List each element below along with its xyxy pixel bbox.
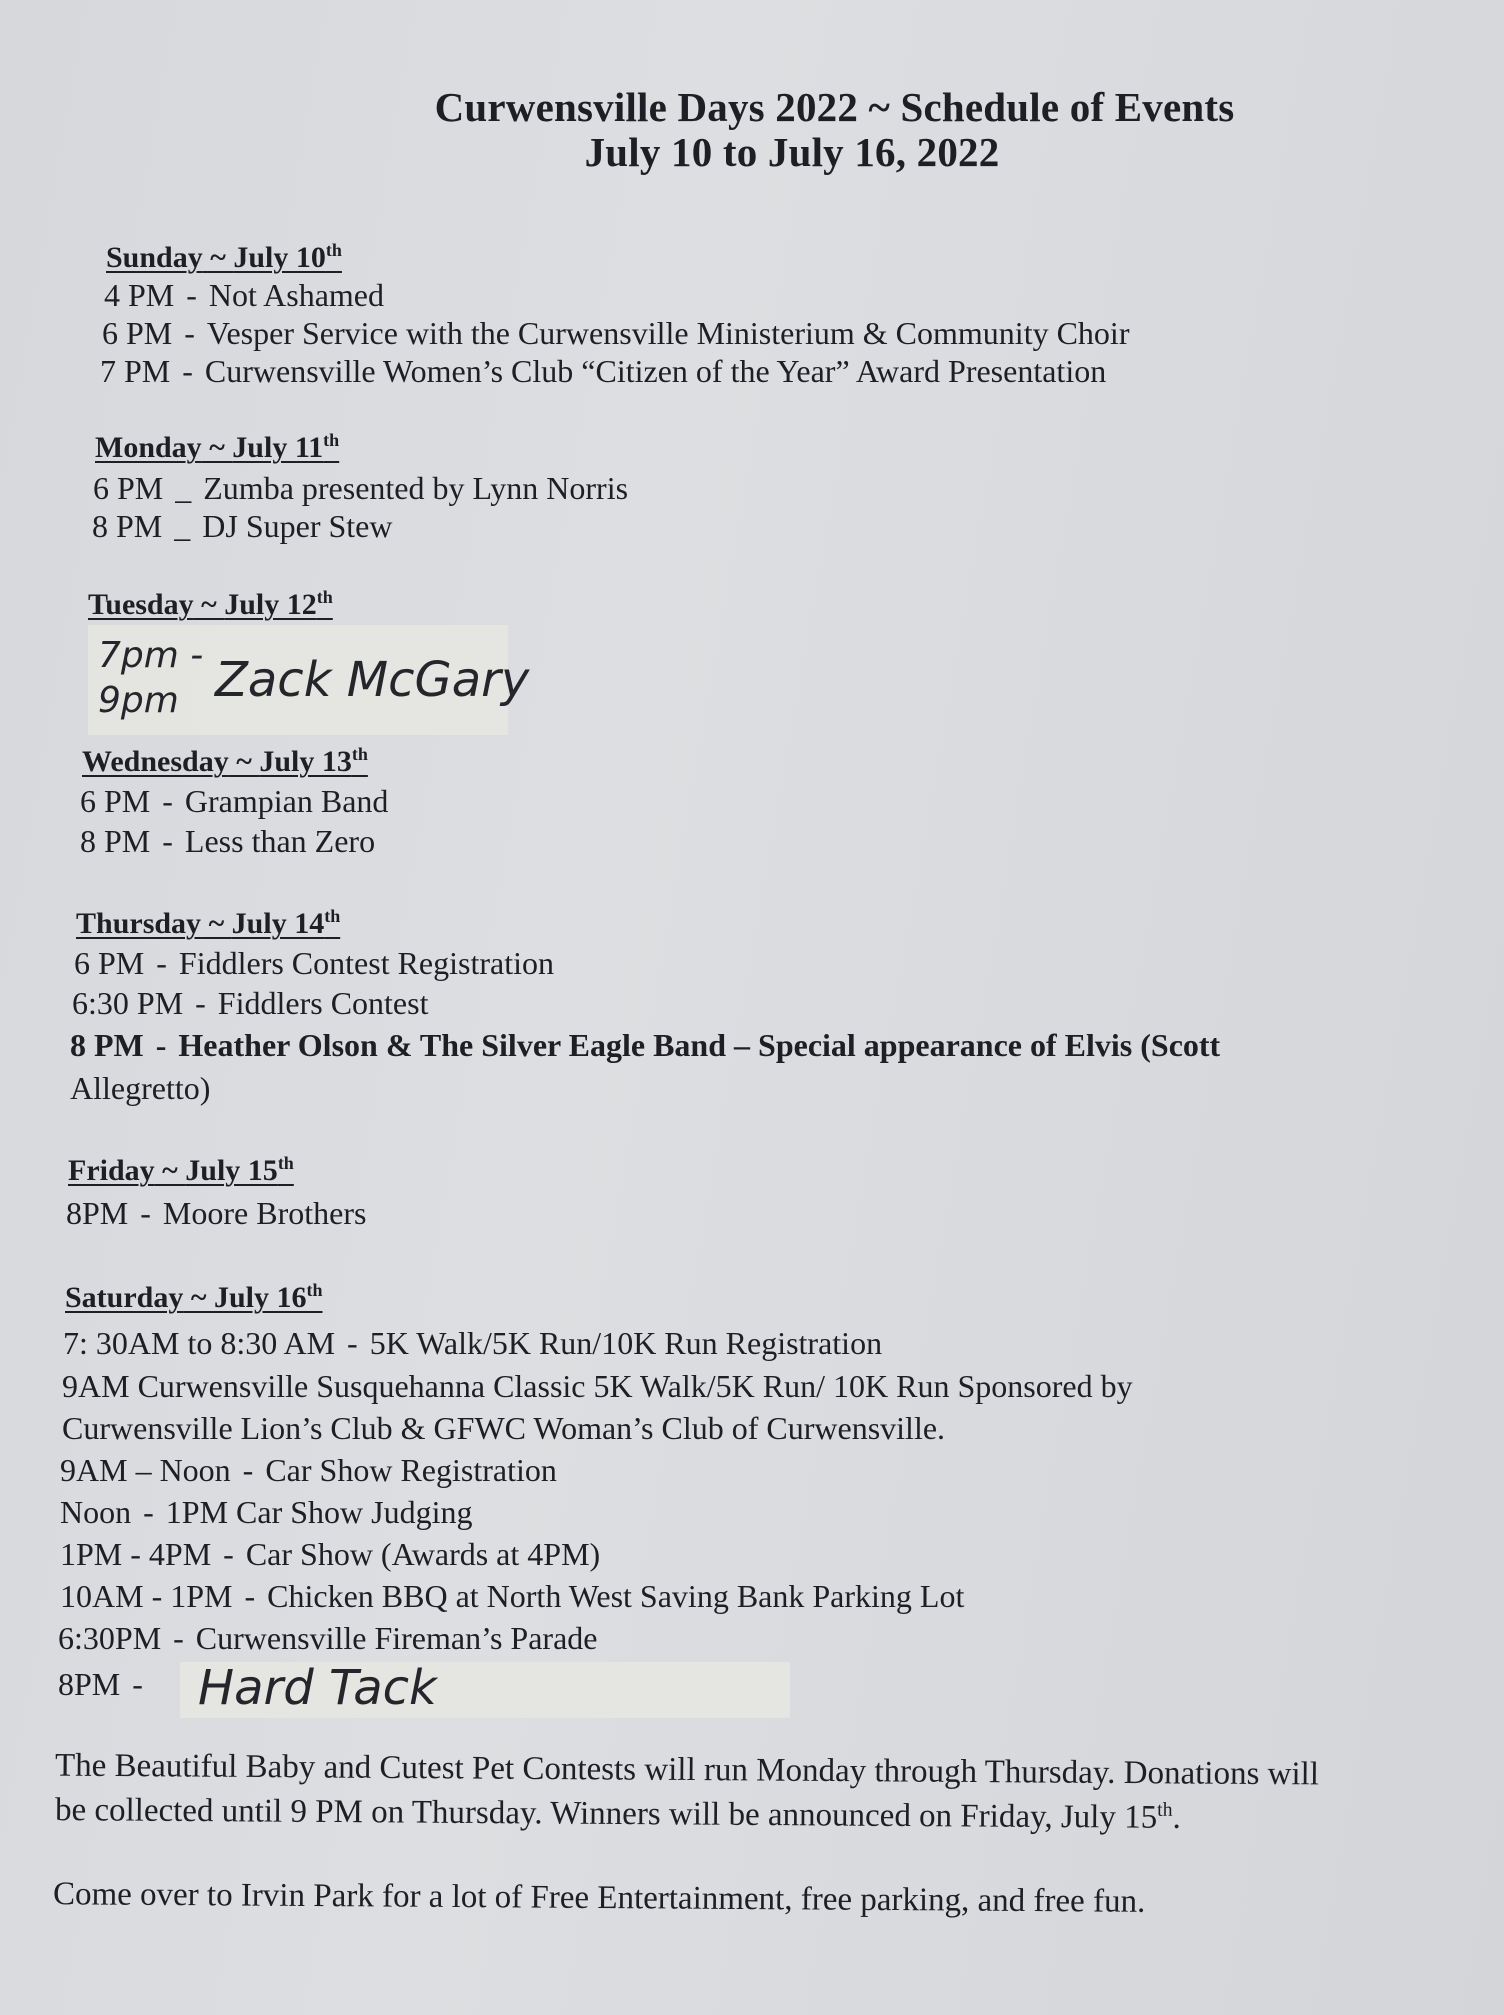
- event-monday-1: 6 PM _ Zumba presented by Lynn Norris: [93, 470, 629, 506]
- event-thursday-1: 6 PM - Fiddlers Contest Registration: [74, 945, 554, 981]
- day-heading-wednesday: Wednesday ~ July 13th: [82, 744, 368, 778]
- event-sunday-1: 4 PM - Not Ashamed: [104, 277, 384, 313]
- event-friday-1: 8PM - Moore Brothers: [66, 1195, 367, 1231]
- day-heading-friday: Friday ~ July 15th: [68, 1153, 294, 1187]
- day-heading-saturday: Saturday ~ July 16th: [65, 1280, 323, 1314]
- handwritten-performer-2: Hard Tack: [198, 1660, 437, 1716]
- event-wednesday-1: 6 PM - Grampian Band: [80, 783, 389, 819]
- event-monday-2: 8 PM _ DJ Super Stew: [92, 508, 393, 544]
- event-saturday-1: 7: 30AM to 8:30 AM - 5K Walk/5K Run/10K Run Registration: [63, 1325, 883, 1361]
- day-heading-tuesday: Tuesday ~ July 12th: [88, 587, 333, 621]
- event-saturday-2-continued: Curwensville Lion’s Club & GFWC Woman’s Club of Curwensville.: [62, 1410, 946, 1446]
- event-saturday-7: 6:30PM - Curwensville Fireman’s Parade: [58, 1620, 598, 1656]
- day-heading-sunday: Sunday ~ July 10th: [106, 240, 342, 274]
- handwritten-performer: Zack McGary: [215, 652, 530, 708]
- contest-note-line-1: The Beautiful Baby and Cutest Pet Contests will run Monday through Thursday. Donations will: [54, 1747, 1320, 1793]
- event-saturday-3: 9AM – Noon - Car Show Registration: [60, 1452, 557, 1488]
- event-wednesday-2: 8 PM - Less than Zero: [80, 823, 376, 859]
- day-heading-thursday: Thursday ~ July 14th: [76, 906, 341, 940]
- event-saturday-5: 1PM - 4PM - Car Show (Awards at 4PM): [60, 1536, 601, 1572]
- event-saturday-8: 8PM -: [58, 1666, 143, 1702]
- page-subtitle: July 10 to July 16, 2022: [584, 129, 1000, 175]
- page-title: Curwensville Days 2022 ~ Schedule of Events: [434, 84, 1235, 130]
- contest-note-line-2: be collected until 9 PM on Thursday. Winners will be announced on Friday, July 15th.: [54, 1792, 1181, 1836]
- event-sunday-3: 7 PM - Curwensville Women’s Club “Citizen of the Year” Award Presentation: [100, 353, 1107, 389]
- event-thursday-3-continued: Allegretto): [70, 1070, 211, 1106]
- day-heading-monday: Monday ~ July 11th: [95, 430, 340, 464]
- event-thursday-3: 8 PM - Heather Olson & The Silver Eagle Band – Special appearance of Elvis (Scott: [70, 1027, 1221, 1063]
- event-saturday-4: Noon - 1PM Car Show Judging: [60, 1494, 473, 1530]
- handwritten-time-start: 7pm -: [98, 635, 204, 676]
- event-thursday-2: 6:30 PM - Fiddlers Contest: [72, 985, 429, 1021]
- handwritten-time-end: 9pm: [98, 680, 179, 721]
- event-saturday-6: 10AM - 1PM - Chicken BBQ at North West Saving Bank Parking Lot: [60, 1578, 965, 1614]
- event-sunday-2: 6 PM - Vesper Service with the Curwensville Ministerium & Community Choir: [102, 315, 1130, 351]
- closing-note: Come over to Irvin Park for a lot of Free Entertainment, free parking, and free fun.: [52, 1876, 1146, 1920]
- event-saturday-2: 9AM Curwensville Susquehanna Classic 5K Walk/5K Run/ 10K Run Sponsored by: [62, 1368, 1133, 1404]
